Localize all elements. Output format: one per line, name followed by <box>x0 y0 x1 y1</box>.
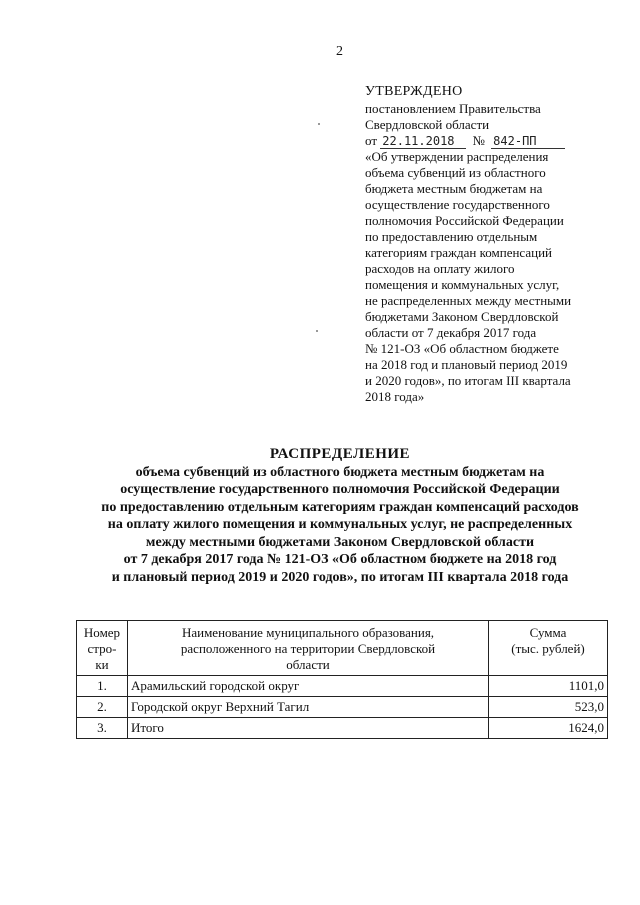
heading-line: объема субвенций из областного бюджета местным бюджетам на <box>135 464 545 480</box>
header-number-line: ки <box>95 657 109 672</box>
header-sum <box>489 621 608 676</box>
approval-title-line: по предоставлению отдельным <box>365 229 538 244</box>
row-sum: 523,0 <box>489 697 608 718</box>
approval-heading: УТВЕРЖДЕНО <box>365 84 463 99</box>
header-name <box>128 621 489 676</box>
table-header-row <box>77 621 608 676</box>
approval-title-line: и 2020 годов», по итогам III квартала <box>365 373 571 388</box>
approval-stamp <box>365 84 625 405</box>
distribution-table <box>76 620 608 739</box>
date-value: 22.11.2018 <box>380 135 466 149</box>
approval-title-line: бюджетами Законом Свердловской <box>365 309 559 324</box>
header-number-line: Номер <box>83 625 121 640</box>
approval-title-line: бюджета местным бюджетам на <box>365 181 543 196</box>
number-sign: № <box>472 133 485 148</box>
header-number <box>77 621 128 676</box>
approval-title-line: «Об утверждении распределения <box>365 149 549 164</box>
page-number: 2 <box>336 44 343 59</box>
row-name: Арамильский городской округ <box>128 676 489 697</box>
row-number: 2. <box>77 697 128 718</box>
approval-title-line: 2018 года» <box>365 389 425 404</box>
approval-title-line: расходов на оплату жилого <box>365 261 515 276</box>
scan-speck <box>318 123 320 125</box>
approval-line-2: Свердловской области <box>365 117 490 132</box>
heading-line: осуществление государственного полномочия Российской Федерации <box>120 482 560 497</box>
header-number-line: стро- <box>87 641 117 656</box>
header-sum-line: Сумма <box>529 625 567 640</box>
approval-title-line: не распределенных между местными <box>365 293 572 308</box>
row-number: 1. <box>77 676 128 697</box>
resolution-number: 842-ПП <box>491 135 565 149</box>
heading-line: от 7 декабря 2017 года № 121-ОЗ «Об областном бюджете на 2018 год <box>123 552 557 567</box>
table-row <box>77 697 608 718</box>
approval-title-line: области от 7 декабря 2017 года <box>365 325 537 340</box>
approval-title-line: на 2018 год и плановый период 2019 <box>365 357 568 372</box>
approval-title-line: полномочия Российской Федерации <box>365 213 564 228</box>
approval-title-line: помещения и коммунальных услуг, <box>365 277 560 292</box>
approval-title-line: категориям граждан компенсаций <box>365 245 552 260</box>
approval-date-line <box>365 133 625 149</box>
scan-speck <box>316 330 318 332</box>
row-name: Итого <box>128 718 489 739</box>
row-sum: 1101,0 <box>489 676 608 697</box>
header-name-line: расположенного на территории Свердловской <box>180 641 436 656</box>
approval-title-line: № 121-ОЗ «Об областном бюджете <box>365 341 559 356</box>
table-row <box>77 676 608 697</box>
date-prefix: от <box>365 133 378 148</box>
approval-title-line: объема субвенций из областного <box>365 165 546 180</box>
document-title: РАСПРЕДЕЛЕНИЕ <box>269 446 411 462</box>
table-row-total <box>77 718 608 739</box>
heading-line: по предоставлению отдельным категориям граждан компенсаций расходов <box>101 499 579 515</box>
row-number: 3. <box>77 718 128 739</box>
header-name-line: Наименование муниципального образования, <box>181 625 435 640</box>
row-sum: 1624,0 <box>489 718 608 739</box>
row-name: Городской округ Верхний Тагил <box>128 697 489 718</box>
header-name-line: области <box>286 657 330 672</box>
heading-line: между местными бюджетами Законом Свердловской области <box>145 534 535 550</box>
header-sum-line: (тыс. рублей) <box>511 641 585 656</box>
heading-line: на оплату жилого помещения и коммунальных услуг, не распределенных <box>107 517 573 532</box>
document-heading <box>60 446 620 586</box>
approval-line-1: постановлением Правительства <box>365 101 541 116</box>
approval-title-line: осуществление государственного <box>365 197 550 212</box>
heading-line: и плановый период 2019 и 2020 годов», по итогам III квартала 2018 года <box>111 569 569 585</box>
